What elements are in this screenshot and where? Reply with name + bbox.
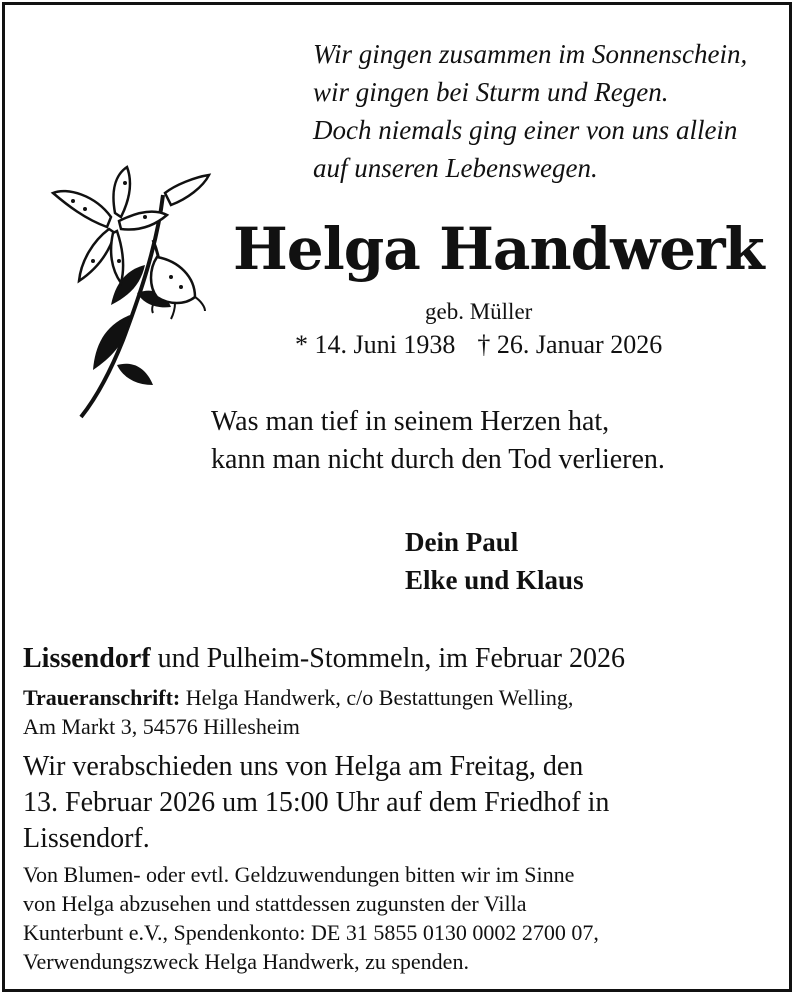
deceased-name: Helga Handwerk bbox=[233, 215, 764, 283]
life-dates bbox=[295, 330, 662, 360]
quote-line: kann man nicht durch den Tod verlieren. bbox=[211, 444, 665, 475]
mourner: Elke und Klaus bbox=[405, 565, 584, 595]
donation-notice bbox=[23, 860, 599, 976]
donation-line: Kunterbunt e.V., Spendenkonto: DE 31 5855 0130 0002 2700 07, bbox=[23, 920, 599, 945]
lily-icon bbox=[45, 165, 215, 420]
ceremony-line: 13. Februar 2026 um 15:00 Uhr auf dem Friedhof in bbox=[23, 787, 610, 818]
death-date: † 26. Januar 2026 bbox=[477, 330, 663, 359]
place-rest: und Pulheim-Stommeln, im Februar 2026 bbox=[150, 643, 625, 674]
mourning-address bbox=[23, 683, 573, 741]
poem-line: wir gingen bei Sturm und Regen. bbox=[313, 77, 669, 107]
address-line: Helga Handwerk, c/o Bestattungen Welling, bbox=[180, 685, 574, 710]
place-town: Lissendorf bbox=[23, 643, 151, 674]
birth-name: geb. Müller bbox=[425, 299, 533, 324]
donation-line: Verwendungszweck Helga Handwerk, zu spenden. bbox=[23, 949, 469, 974]
mourner: Dein Paul bbox=[405, 527, 519, 557]
donation-line: Von Blumen- oder evtl. Geldzuwendungen bitten wir im Sinne bbox=[23, 862, 575, 887]
poem-line: Doch niemals ging einer von uns allein bbox=[313, 115, 738, 145]
ceremony-notice bbox=[23, 749, 609, 857]
donation-line: von Helga abzusehen und stattdessen zugunsten der Villa bbox=[23, 891, 527, 916]
ceremony-line: Lissendorf. bbox=[23, 823, 150, 854]
ceremony-line: Wir verabschieden uns von Helga am Freitag, den bbox=[23, 751, 584, 782]
poem-line: auf unseren Lebenswegen. bbox=[313, 153, 598, 183]
mourners bbox=[405, 523, 584, 599]
place-and-date bbox=[23, 643, 625, 675]
birth-date: * 14. Juni 1938 bbox=[295, 330, 456, 359]
address-label: Traueranschrift: bbox=[23, 685, 181, 710]
poem-line: Wir gingen zusammen im Sonnenschein, bbox=[313, 39, 748, 69]
address-line: Am Markt 3, 54576 Hillesheim bbox=[23, 714, 300, 739]
obituary-card bbox=[2, 2, 792, 992]
poem bbox=[313, 35, 747, 187]
quote-line: Was man tief in seinem Herzen hat, bbox=[211, 406, 610, 437]
memorial-quote bbox=[211, 403, 665, 479]
